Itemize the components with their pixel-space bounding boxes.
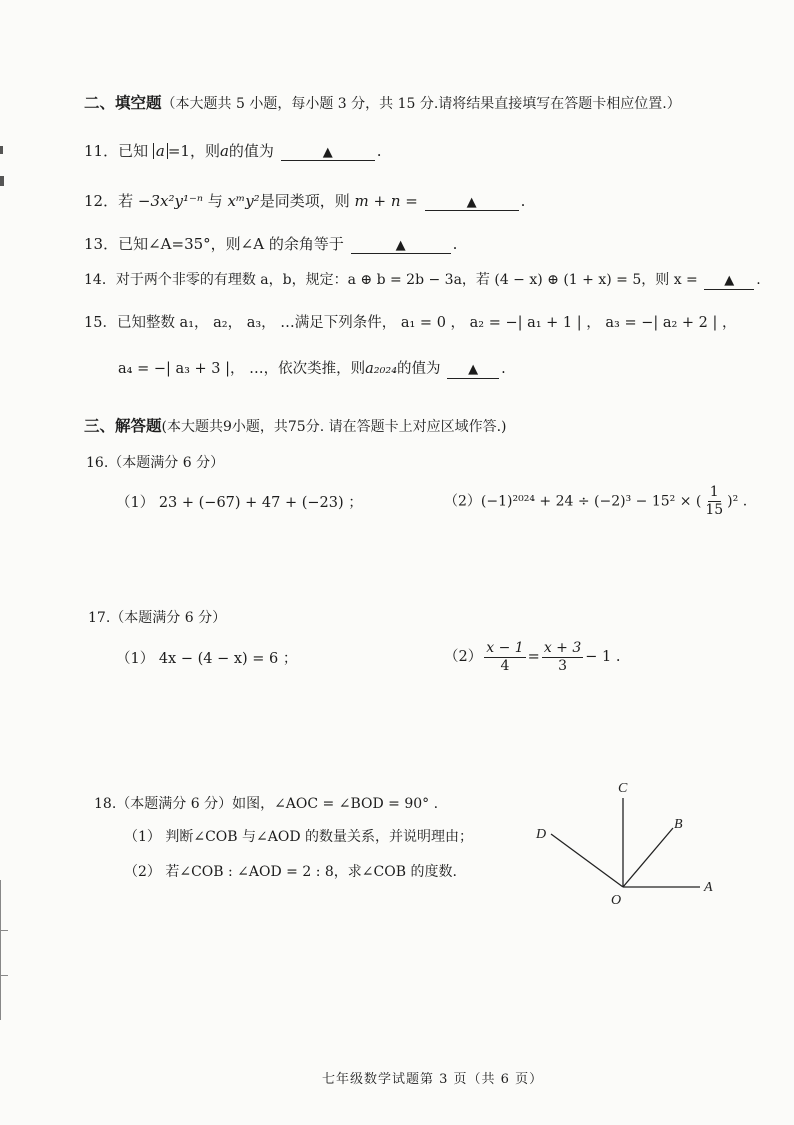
q17-header: 17.（本题满分 6 分）	[88, 610, 227, 626]
question-13	[84, 233, 457, 255]
q12-expression: m + n =	[354, 192, 418, 210]
triangle-icon: ▲	[468, 362, 479, 377]
q17-part-2-tail: − 1 .	[585, 649, 621, 665]
label-b: B	[674, 817, 683, 832]
q11-end: .	[376, 142, 382, 160]
q13-number: 13．	[84, 235, 119, 253]
q12-monomial-1: −3x²y¹⁻ⁿ	[137, 192, 203, 210]
label-c: C	[618, 781, 628, 796]
margin-tick	[0, 930, 8, 931]
q11-var: a	[219, 142, 229, 160]
q14-text: 对于两个非零的有理数 a，b，规定：a ⊕ b = 2b − 3a，若 (4 − x) ⊕ (1 + x) = 5，则 x =	[115, 272, 698, 288]
q13-text: 已知∠A=35°，则∠A 的余角等于	[118, 235, 344, 253]
q12-answer-blank[interactable]	[425, 192, 519, 211]
q16-part-2-tail: )² .	[727, 493, 748, 510]
q18-header: 18.（本题满分 6 分）如图，∠AOC = ∠BOD = 90° .	[94, 796, 439, 812]
question-11	[84, 140, 382, 162]
q12-end: .	[520, 192, 526, 210]
triangle-icon: ▲	[322, 145, 333, 160]
label-o: O	[611, 893, 622, 908]
section3-note: (本大题共9小题，共75分. 请在答题卡上对应区域作答.)	[161, 419, 507, 435]
ray-ob	[623, 828, 673, 887]
q11-absolute-value	[153, 143, 168, 159]
q17-fraction-1-numerator: x − 1	[486, 639, 524, 656]
q18-part-2: （2） 若∠COB : ∠AOD = 2 : 8，求∠COB 的度数.	[124, 864, 457, 880]
q13-end: .	[452, 235, 458, 253]
q16-part-2-expression: (−1)²⁰²⁴ + 24 ÷ (−2)³ − 15² × (	[480, 493, 702, 510]
label-a: A	[704, 880, 713, 895]
q17-fraction-1	[484, 640, 525, 675]
q11-text-post: 的值为	[228, 142, 274, 160]
q16-part-2-label: （2）	[444, 493, 481, 510]
margin-line	[0, 880, 1, 1020]
q12-text-mid: 与	[207, 192, 223, 210]
q12-number: 12．	[84, 192, 119, 210]
q17-part-2	[444, 637, 620, 677]
q17-fraction-1-denominator: 4	[500, 657, 510, 674]
question-15-line-1	[84, 312, 737, 334]
q16-fraction-numerator: 1	[709, 484, 719, 500]
section2-note: （本大题共 5 小题，每小题 3 分，共 15 分.请将结果直接填写在答题卡相应位置.）	[161, 96, 681, 112]
q16-header: 16.（本题满分 6 分）	[86, 455, 225, 471]
q17-equals: =	[527, 649, 540, 665]
section3-title: 三、解答题	[84, 416, 162, 435]
q17-fraction-2-denominator: 3	[558, 657, 567, 674]
angle-diagram	[530, 770, 730, 910]
question-14	[84, 269, 761, 291]
q15-answer-blank[interactable]	[447, 360, 499, 379]
q12-monomial-2: xᵐy²	[227, 192, 260, 210]
q15-text-line-2: a₄ = −| a₃ + 3 |， …，依次类推，则	[118, 361, 366, 377]
ray-od	[551, 834, 623, 887]
q15-text-line-1: 已知整数 a₁， a₂， a₃， …满足下列条件， a₁ = 0 ， a₂ = −| a₁ + 1 | ， a₃ = −| a₂ + 2 | ，	[116, 315, 737, 331]
q17-part-2-label: （2）	[444, 649, 483, 665]
q17-part-1: （1） 4x − (4 − x) = 6 ；	[116, 651, 298, 667]
question-12	[84, 190, 525, 212]
q15-a2024: a₂₀₂₄	[365, 361, 398, 377]
q15-text-post: 的值为	[397, 361, 441, 377]
q16-part-1: （1） 23 + (−67) + 47 + (−23) ；	[116, 495, 363, 511]
q11-abs-var: a	[155, 142, 165, 160]
section2-heading	[84, 92, 681, 115]
margin-mark	[0, 146, 3, 154]
q11-number: 11．	[84, 142, 119, 160]
q12-text-post: 是同类项，则	[259, 192, 350, 210]
q14-end: .	[756, 272, 761, 288]
q16-part-2	[444, 484, 747, 519]
q14-number: 14．	[84, 272, 116, 288]
section2-title: 二、填空题	[84, 93, 162, 112]
page-footer: 七年级数学试题第 3 页（共 6 页）	[322, 1072, 544, 1087]
q18-part-1: （1） 判断∠COB 与∠AOD 的数量关系，并说明理由；	[124, 829, 474, 845]
triangle-icon: ▲	[395, 238, 406, 253]
label-d: D	[536, 827, 547, 842]
q16-fraction	[703, 484, 725, 519]
q11-answer-blank[interactable]	[281, 142, 375, 161]
q11-text: 已知	[118, 142, 149, 160]
q12-text: 若	[118, 192, 134, 210]
q14-answer-blank[interactable]	[704, 271, 754, 290]
question-15-line-2	[118, 358, 506, 380]
triangle-icon: ▲	[724, 273, 735, 288]
q16-fraction-denominator: 15	[705, 502, 724, 518]
section3-heading	[84, 415, 507, 438]
q17-fraction-2-numerator: x + 3	[543, 639, 582, 656]
triangle-icon: ▲	[466, 195, 477, 210]
q13-answer-blank[interactable]	[351, 235, 451, 254]
margin-tick	[0, 975, 8, 976]
q11-equation: =1，则	[167, 142, 220, 160]
q15-end: .	[501, 361, 506, 377]
margin-mark	[0, 176, 4, 186]
q17-fraction-2	[542, 640, 583, 675]
q15-number: 15．	[84, 315, 117, 331]
